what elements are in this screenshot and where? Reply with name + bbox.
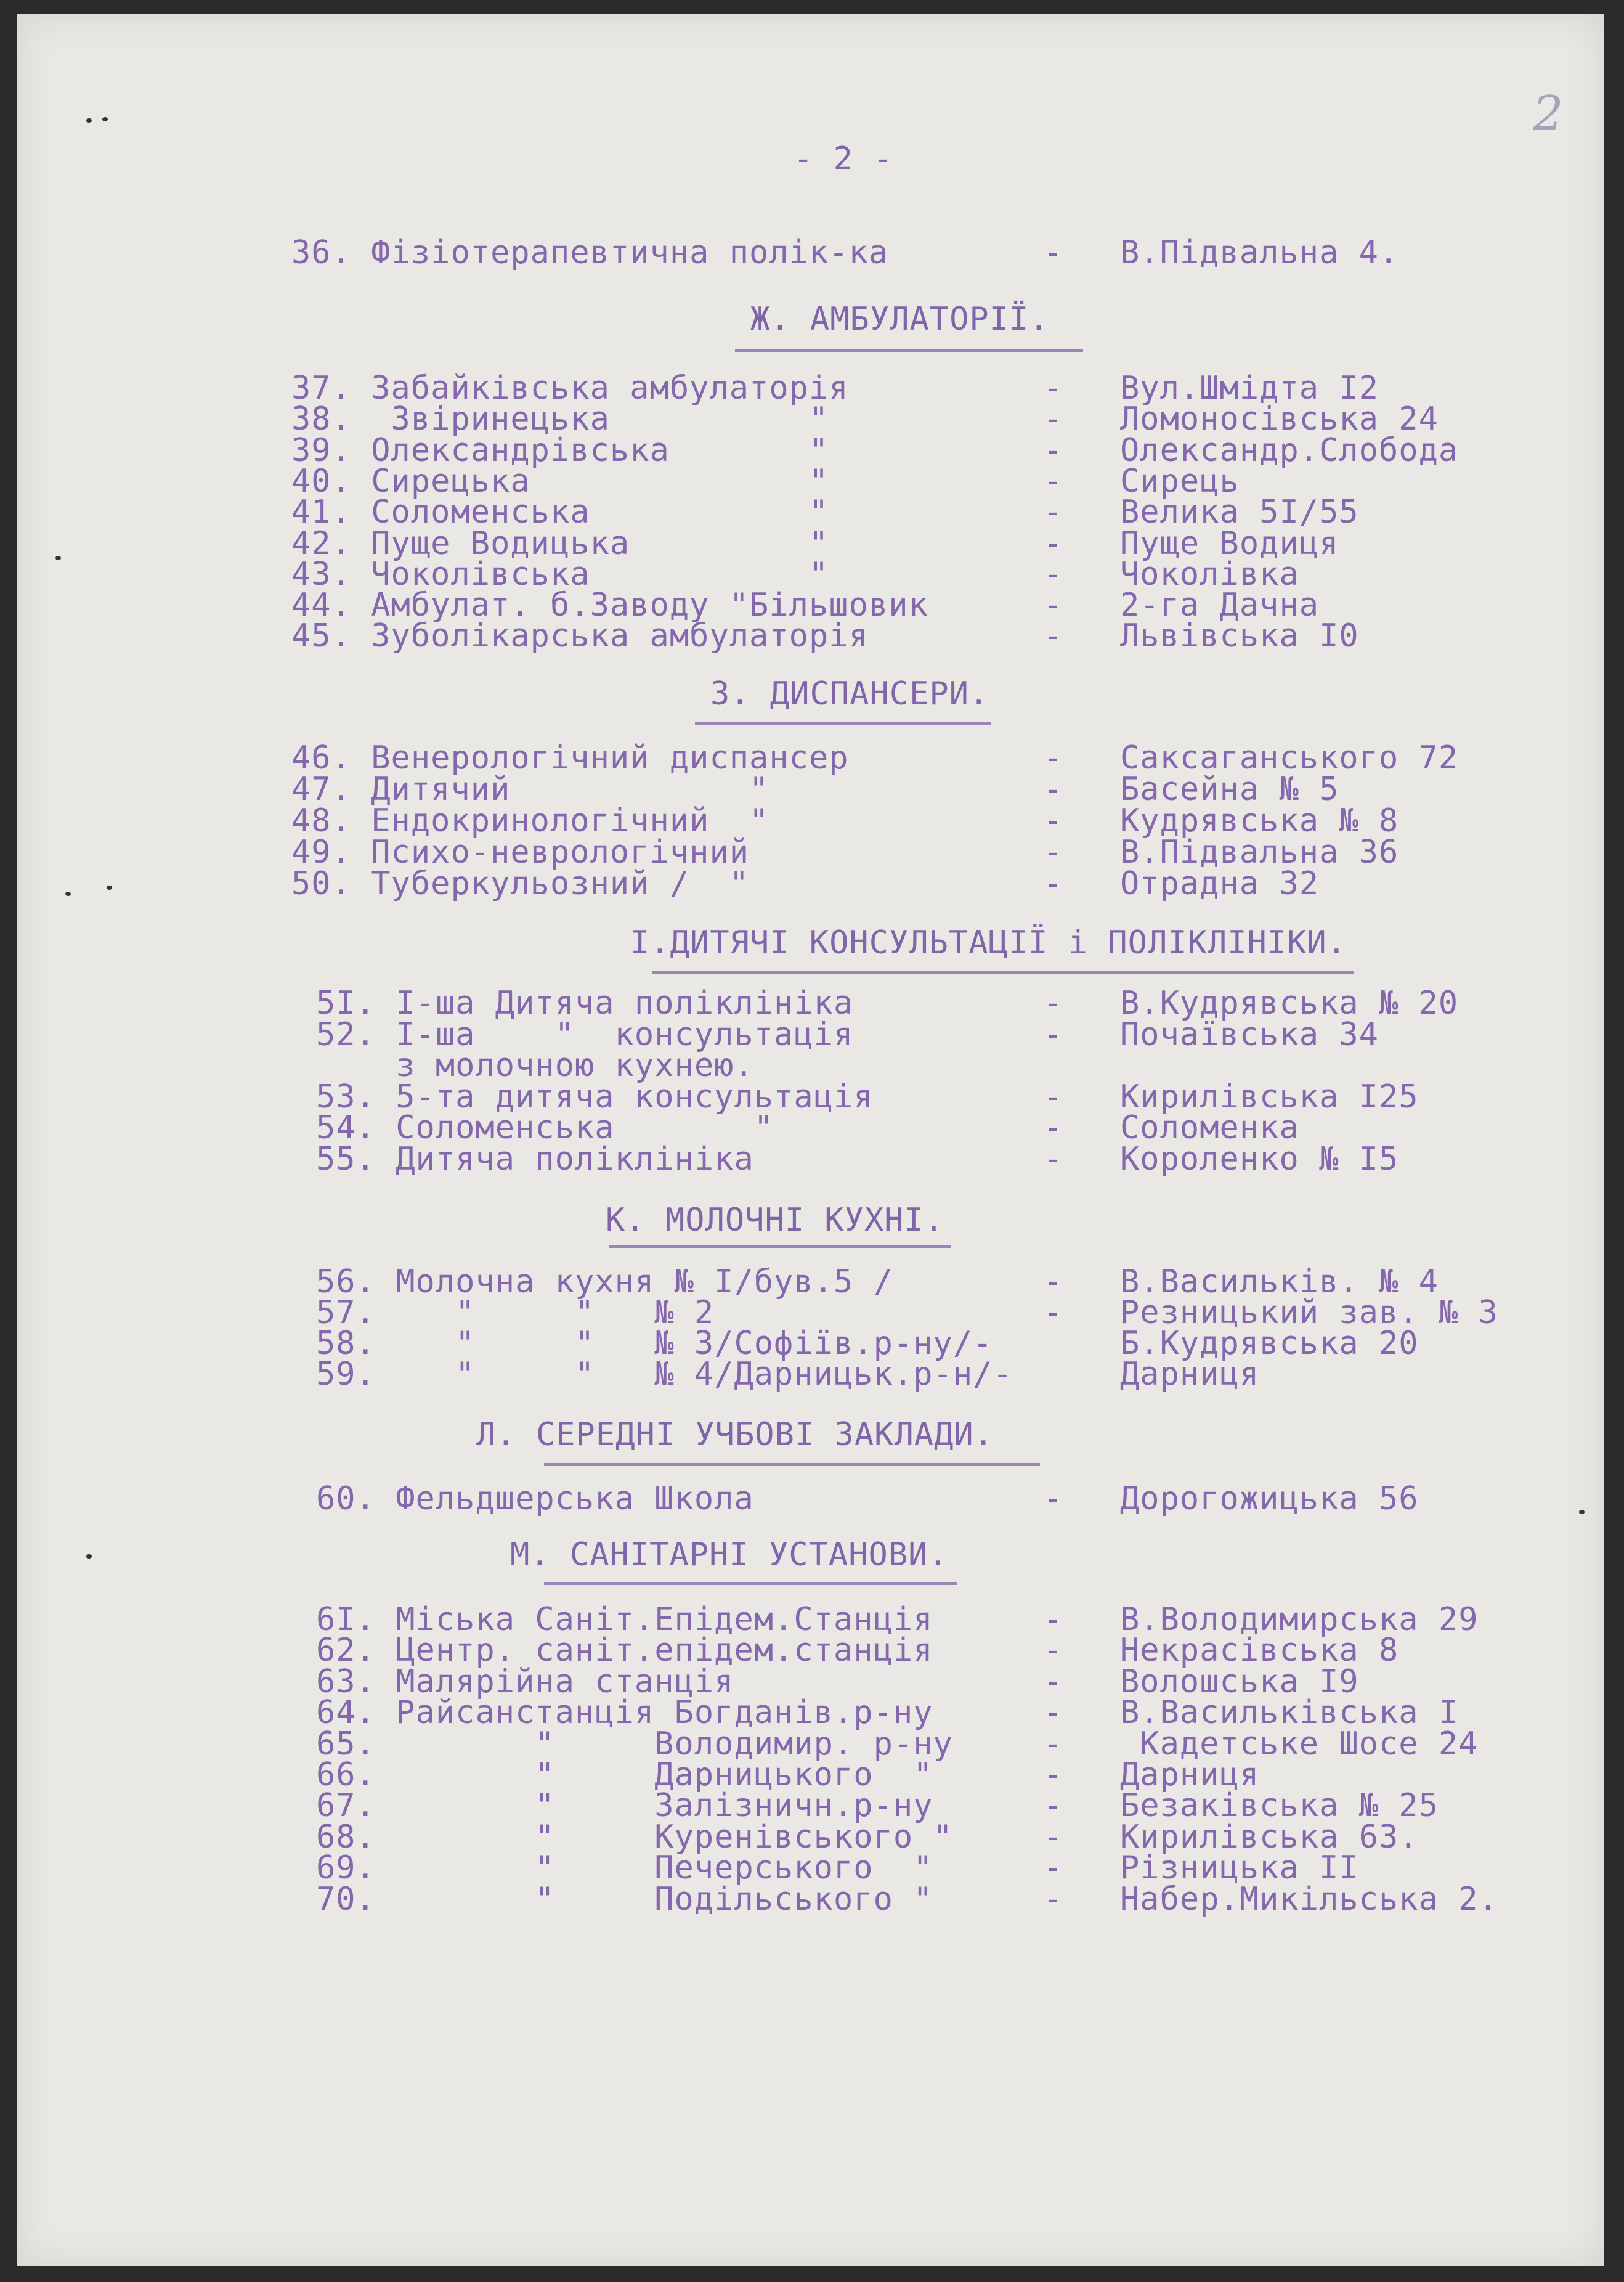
entry-dash: - <box>1043 587 1063 624</box>
entry-dash: - <box>1043 740 1063 776</box>
heading-underline <box>544 1582 957 1585</box>
entry-dash: - <box>1043 432 1063 469</box>
entry-address: Пуще Водиця <box>1120 525 1339 562</box>
section-heading: М. САНІТАРНІ УСТАНОВИ. <box>510 1536 948 1573</box>
entry-name: 70. " Подільського " <box>316 1881 933 1918</box>
entry-name: 49. Психо-неврологічний <box>291 834 750 871</box>
entry-dash: - <box>1043 401 1063 438</box>
speck <box>55 556 61 560</box>
entry-dash: - <box>1043 1263 1063 1300</box>
entry-dash: - <box>1043 1480 1063 1517</box>
entry-dash: - <box>1043 370 1063 407</box>
entry-name: 38. Звіринецька " <box>291 401 829 438</box>
entry-name: 68. " Куренівського " <box>316 1819 953 1856</box>
section-heading: К. МОЛОЧНІ КУХНІ. <box>606 1202 944 1239</box>
entry-address: Кудрявська № 8 <box>1120 802 1399 839</box>
heading-underline <box>544 1463 1040 1466</box>
heading-underline <box>735 349 1083 352</box>
entry-name: 37. Забайківська амбулаторія <box>291 370 849 407</box>
entry-name: 5I. I-ша Дитяча поліклініка <box>316 985 854 1022</box>
entry-address: В.Підвальна 36 <box>1120 834 1399 871</box>
entry-address: Короленко № I5 <box>1120 1141 1399 1178</box>
entry-dash: - <box>1043 1078 1063 1115</box>
heading-underline <box>652 971 1354 974</box>
entry-name: 46. Венерологічний диспансер <box>291 740 849 776</box>
entry-address: В.Кудрявська № 20 <box>1120 985 1459 1022</box>
entry-address: Некрасівська 8 <box>1120 1632 1399 1669</box>
entry-dash: - <box>1043 1849 1063 1886</box>
speck <box>102 117 108 121</box>
entry-name: 48. Ендокринологічний " <box>291 802 769 839</box>
entry-address: Олександр.Слобода <box>1120 432 1459 469</box>
entry-dash: - <box>1043 1756 1063 1793</box>
entry-dash: - <box>1043 1601 1063 1638</box>
entry-name: 60. Фельдшерська Школа <box>316 1480 754 1517</box>
speck <box>65 892 71 896</box>
entry-address: Б.Кудрявська 20 <box>1120 1325 1419 1362</box>
entry-name: 56. Молочна кухня № I/був.5 / <box>316 1263 893 1300</box>
speck <box>86 1554 92 1559</box>
speck <box>86 118 92 123</box>
entry-address: Резницький зав. № 3 <box>1120 1294 1498 1331</box>
entry-address: Безаківська № 25 <box>1120 1787 1439 1824</box>
entry-name: 62. Центр. саніт.епідем.станція <box>316 1632 933 1669</box>
entry-dash: - <box>1043 1016 1063 1053</box>
entry-address: Львівська I0 <box>1120 617 1359 654</box>
page-number-handwritten: 2 <box>1533 86 1564 142</box>
entry-address: Ломоносівська 24 <box>1120 401 1439 438</box>
entry-dash: - <box>1043 771 1063 808</box>
entry-name: 43. Чоколівська " <box>291 556 829 593</box>
entry-name: 67. " Залізничн.р-ну <box>316 1787 933 1824</box>
entry-dash: - <box>1043 1109 1063 1146</box>
entry-address: В.Підвальна 4. <box>1120 234 1399 271</box>
entry-name: 55. Дитяча поліклініка <box>316 1141 754 1178</box>
entry-name: 39. Олександрівська " <box>291 432 829 469</box>
entry-address: Отрадна 32 <box>1120 865 1320 902</box>
entry-dash: - <box>1043 494 1063 531</box>
entry-dash: - <box>1043 525 1063 562</box>
entry-dash: - <box>1043 1787 1063 1824</box>
entry-dash: - <box>1043 1694 1063 1731</box>
entry-address: Кадетське Шосе 24 <box>1120 1726 1479 1762</box>
entry-name: 6I. Міська Саніт.Епідем.Станція <box>316 1601 933 1638</box>
entry-address: В.Васильківська I <box>1120 1694 1459 1731</box>
heading-underline <box>695 722 991 725</box>
entry-name: 42. Пуще Водицька " <box>291 525 829 562</box>
entry-name: 66. " Дарницького " <box>316 1756 933 1793</box>
page-number: - 2 - <box>794 141 893 177</box>
entry-dash: - <box>1043 234 1063 271</box>
entry-address: Набер.Микільська 2. <box>1120 1881 1498 1918</box>
entry-name: з молочною кухнею. <box>316 1047 754 1084</box>
entry-address: Соломенка <box>1120 1109 1299 1146</box>
entry-name: 41. Соломенська " <box>291 494 829 531</box>
entry-dash: - <box>1043 985 1063 1022</box>
entry-address: В.Васильків. № 4 <box>1120 1263 1439 1300</box>
entry-address: Волошська I9 <box>1120 1663 1359 1700</box>
section-heading: Ж. АМБУЛАТОРІЇ. <box>750 301 1049 338</box>
entry-dash: - <box>1043 834 1063 871</box>
section-heading: Л. СЕРЕДНІ УЧБОВІ ЗАКЛАДИ. <box>476 1416 994 1453</box>
entry-address: Дарниця <box>1120 1756 1260 1793</box>
entry-dash: - <box>1043 463 1063 500</box>
entry-dash: - <box>1043 802 1063 839</box>
entry-name: 58. " " № 3/Софіїв.р-ну/- <box>316 1325 993 1362</box>
entry-name: 59. " " № 4/Дарницьк.р-н/- <box>316 1356 1013 1393</box>
section-heading: І.ДИТЯЧІ КОНСУЛЬТАЦІЇ і ПОЛІКЛІНІКИ. <box>630 924 1347 961</box>
entry-name: 45. Зуболікарська амбулаторія <box>291 617 869 654</box>
entry-dash: - <box>1043 865 1063 902</box>
entry-name: 50. Туберкульозний / " <box>291 865 750 902</box>
entry-name: 57. " " № 2 <box>316 1294 715 1331</box>
entry-address: Вул.Шмідта I2 <box>1120 370 1379 407</box>
entry-address: Басейна № 5 <box>1120 771 1339 808</box>
entry-address: Саксаганського 72 <box>1120 740 1459 776</box>
section-heading: З. ДИСПАНСЕРИ. <box>710 675 989 712</box>
entry-name: 44. Амбулат. б.Заводу "Більшовик <box>291 587 928 624</box>
entry-dash: - <box>1043 1881 1063 1918</box>
entry-name: 64. Райсанстанція Богданів.р-ну <box>316 1694 933 1731</box>
entry-address: Різницька II <box>1120 1849 1359 1886</box>
document-sheet <box>17 14 1604 2266</box>
entry-name: 52. I-ша " консультація <box>316 1016 854 1053</box>
speck <box>1579 1510 1585 1514</box>
entry-dash: - <box>1043 1663 1063 1700</box>
entry-dash: - <box>1043 1294 1063 1331</box>
entry-address: Чоколівка <box>1120 556 1299 593</box>
entry-name: 54. Соломенська " <box>316 1109 774 1146</box>
entry-name: 36. Фізіотерапевтична полік-ка <box>291 234 889 271</box>
entry-dash: - <box>1043 1819 1063 1856</box>
entry-name: 53. 5-та дитяча консультація <box>316 1078 874 1115</box>
entry-address: Кирилівська 63. <box>1120 1819 1419 1856</box>
entry-dash: - <box>1043 1726 1063 1762</box>
entry-address: Велика 5I/55 <box>1120 494 1359 531</box>
entry-name: 65. " Володимир. р-ну <box>316 1726 953 1762</box>
entry-address: Кирилівська I25 <box>1120 1078 1419 1115</box>
entry-dash: - <box>1043 617 1063 654</box>
entry-name: 47. Дитячий " <box>291 771 769 808</box>
entry-address: Дорогожицька 56 <box>1120 1480 1419 1517</box>
entry-name: 40. Сирецька " <box>291 463 829 500</box>
entry-address: Сирець <box>1120 463 1240 500</box>
entry-name: 69. " Печерського " <box>316 1849 933 1886</box>
speck <box>107 886 112 890</box>
entry-dash: - <box>1043 1141 1063 1178</box>
entry-dash: - <box>1043 1632 1063 1669</box>
heading-underline <box>609 1245 951 1248</box>
entry-address: В.Володимирська 29 <box>1120 1601 1479 1638</box>
entry-address: Почаївська 34 <box>1120 1016 1379 1053</box>
entry-address: 2-га Дачна <box>1120 587 1320 624</box>
entry-dash: - <box>1043 556 1063 593</box>
entry-address: Дарниця <box>1120 1356 1260 1393</box>
entry-name: 63. Малярійна станція <box>316 1663 734 1700</box>
